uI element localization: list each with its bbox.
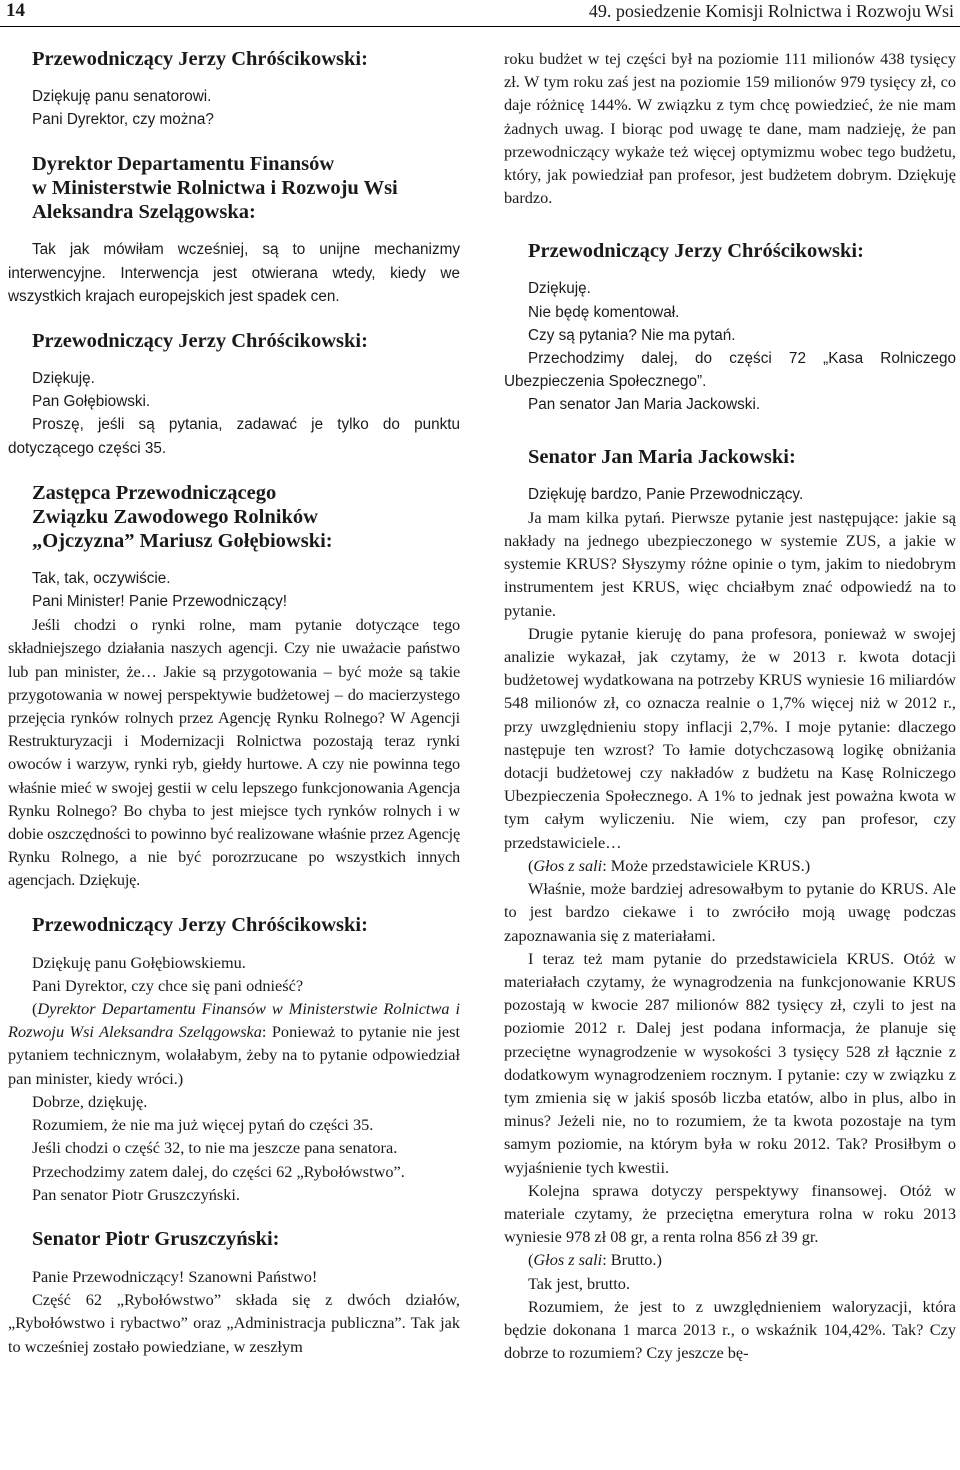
speaker-heading: Przewodniczący Jerzy Chróścikowski: — [32, 330, 368, 353]
paragraph-text: : Brutto.) — [602, 1250, 662, 1270]
speaker-heading: Przewodniczący Jerzy Chróścikowski: — [528, 240, 864, 263]
paren-open: ( — [32, 999, 38, 1019]
paragraph — [8, 997, 460, 1090]
paren-open: ( — [528, 1250, 534, 1270]
speaker-heading — [8, 481, 460, 553]
speaker-heading: Senator Piotr Gruszczyński: — [32, 1227, 280, 1250]
paragraph: Kolejna sprawa dotyczy perspektywy finansowej. Otóż w materiale czytamy, że przeciętna emerytura rolna w roku 2013 wyniesie 978 zł 08 gr, a renta rolna 856 zł 39 gr. — [504, 1180, 956, 1247]
paragraph: Dziękuję panu Gołębiowskiemu. — [32, 952, 246, 972]
paragraph: Nie będę komentował. — [528, 303, 680, 321]
paragraph: I teraz też mam pytanie do przedstawiciela KRUS. Otóż w materiałach czytamy, że wynagrodzenia na funkcjonowanie KRUS pozostają w kwocie 287 milionów 882 tysięcy zł, czyli to jest na poziomie 2012 r. Dalej jest podana informacja, że planuje się przeciętne wynagrodzenie w wysokości 3 tysięcy 528 zł łącznie z dodatkowym wynagrodzeniem rocznym. I pytanie: czy w związku z tym zmienia się w jakiś sposób liczba etatów, albo in plus, albo in minus? Jeżeli nie, no to rozumiem, że ta kwota pozostaje na tym samym poziomie, na którym była w roku 2012. Tak? Prosiłbym o wyjaśnienie tych kwestii. — [504, 948, 956, 1177]
speaker-heading: Przewodniczący Jerzy Chróścikowski: — [32, 913, 368, 936]
page-number: 14 — [6, 0, 25, 21]
paragraph: Proszę, jeśli są pytania, zadawać je tylko do punktu dotyczącego części 35. — [8, 416, 460, 457]
paragraph: Dobrze, dziękuję. — [32, 1091, 148, 1111]
paragraph: Tak jak mówiłam wcześniej, są to unijne mechanizmy interwencyjne. Interwencja jest otwierana wtedy, kiedy we wszystkich krajach europejskich jest spadek cen. — [8, 241, 460, 305]
right-column — [504, 47, 956, 1364]
paragraph: Przechodzimy zatem dalej, do części 62 „Rybołówstwo”. — [32, 1161, 405, 1181]
paragraph — [504, 1248, 956, 1271]
speaker-heading-line: Zastępca Przewodniczącego — [32, 481, 277, 504]
italic-speaker-ref: Dyrektor Departamentu Finansów w Ministerstwie Rolnictwa i Rozwoju Wsi Aleksandra Szelągowska — [8, 999, 460, 1042]
speaker-heading-line: Dyrektor Departamentu Finansów — [32, 153, 335, 176]
speaker-heading-line: Aleksandra Szelągowska: — [32, 201, 256, 224]
paragraph: Przechodzimy dalej, do części 72 „Kasa Rolniczego Ubezpieczenia Społecznego”. — [504, 350, 956, 391]
paragraph: Czy są pytania? Nie ma pytań. — [528, 326, 736, 344]
paragraph-text: : Ponieważ to pytanie nie jest pytaniem technicznym, wolałabym, żeby na to pytanie odpowiedział pan minister, kiedy wróci.) — [8, 1022, 460, 1088]
italic-voice-from-room: Głos z sali — [533, 1250, 603, 1270]
paragraph — [504, 854, 956, 877]
paragraph: Jeśli chodzi o część 32, to nie ma jeszcze pana senatora. — [32, 1138, 398, 1158]
left-column — [8, 47, 460, 1358]
italic-voice-from-room: Głos z sali — [533, 855, 603, 875]
paragraph: Dziękuję panu senatorowi. — [32, 88, 212, 105]
paragraph: roku budżet w tej części był na poziomie 111 milionów 438 tysięcy zł. W tym roku zaś jest na poziomie 159 milionów 979 tysięcy zł, co daje różnicę 144%. W związku z tym chcę powiedzieć, że nie mam żadnych uwag. I biorąc pod uwagę te dane, mam nadzieję, że pan przewodniczący wykaże też więcej optymizmu wobec tego budżetu, który, jak powiedział pan profesor, jest budżetem dobrym. Dziękuję bardzo. — [504, 49, 956, 208]
paragraph: Pan senator Piotr Gruszczyński. — [32, 1184, 240, 1204]
speaker-heading-line: Związku Zawodowego Rolników — [32, 505, 318, 528]
paragraph: Pan senator Jan Maria Jackowski. — [528, 396, 761, 414]
paragraph: Ja mam kilka pytań. Pierwsze pytanie jest następujące: jakie są nakłady na jednego ubezpieczonego w systemie ZUS, a jakie w systemie KRUS? Słyszymy różne opinie o tym, jakim to niedobrym instrumentem jest KRUS, więc chciałbym znać odpowiedź na to pytanie. — [504, 507, 956, 620]
paragraph: Panie Przewodniczący! Szanowni Państwo! — [32, 1266, 318, 1286]
speaker-heading: Senator Jan Maria Jackowski: — [528, 445, 796, 468]
page-header — [0, 0, 960, 27]
paragraph: Rozumiem, że jest to z uwzględnieniem waloryzacji, która będzie dokonana 1 marca 2013 r., o wskaźnik 104,42%. Tak? Czy dobrze to rozumiem? Czy jeszcze bę- — [504, 1296, 956, 1363]
paragraph: Dziękuję. — [528, 280, 591, 298]
paragraph: Dziękuję. — [32, 370, 95, 388]
paragraph: Rozumiem, że nie ma już więcej pytań do części 35. — [32, 1115, 374, 1135]
paragraph: Jeśli chodzi o rynki rolne, mam pytanie dotyczące tego składniejszego działania naszych agencji. Czy nie uważacie państwo lub pan minister, że… Jakie są przygotowania – być może są takie przygotowania w nowej perspektywie budżetowej – do macierzystego przejęcia rynków rolnych przez Agencję Rynku Rolnego? W Agencji Restrukturyzacji i Modernizacji Rolnictwa pozostają teraz rynki owoców i warzyw, rynki ryb, giełdy hurtowe. A czy nie powinna tego właśnie mieć w swojej gestii w celu lepszego funkcjonowania Agencja Rynku Rolnego? Bo chyba to jest miejsce tych rynków rolnych i w dobie oszczędności to powinno być realizowane właśnie przez Agencję Rynku Rolnego, a nie być porozrzucane po wszystkich innych agencjach. Dziękuję. — [8, 615, 460, 890]
paragraph-text: : Może przedstawiciele KRUS.) — [602, 855, 811, 875]
running-title: 49. posiedzenie Komisji Rolnictwa i Rozwoju Wsi — [588, 1, 954, 21]
paren-open: ( — [528, 855, 534, 875]
paragraph: Właśnie, może bardziej adresowałbym to pytanie do KRUS. Ale to jest bardzo ciekawe i to zwróciło moją uwagę podczas zapoznawania się z materiałami. — [504, 879, 956, 945]
speaker-heading-line: w Ministerstwie Rolnictwa i Rozwoju Wsi — [32, 177, 398, 200]
speaker-heading: Przewodniczący Jerzy Chróścikowski: — [32, 48, 368, 70]
paragraph: Pani Minister! Panie Przewodniczący! — [32, 593, 288, 611]
paragraph: Pan Gołębiowski. — [32, 393, 151, 411]
paragraph: Część 62 „Rybołówstwo” składa się z dwóch działów, „Rybołówstwo i rybactwo” oraz „Administracja publiczna”. Tak jak to wcześniej zostało powiedziane, w zeszłym — [8, 1290, 460, 1356]
paragraph: Tak jest, brutto. — [528, 1273, 630, 1293]
paragraph: Pani Dyrektor, czy chce się pani odnieść? — [32, 975, 304, 995]
paragraph: Pani Dyrektor, czy można? — [32, 111, 214, 129]
paragraph: Tak, tak, oczywiście. — [32, 569, 171, 587]
speaker-heading-line: „Ojczyzna” Mariusz Gołębiowski: — [32, 529, 333, 552]
paragraph: Drugie pytanie kieruję do pana profesora, ponieważ w swojej analizie wykazał, jak czytamy, że w 2013 r. kwota dotacji budżetowej wydatkowana na potrzeby KRUS wyniesie 16 miliardów 548 milionów zł, co oznacza realnie o 1,7% więcej niż w 2012 r., przy uwzględnieniu stopy inflacji 2,7%. I moje pytanie: dlaczego następuje ten wzrost? To łamie dotychczasową logikę obniżania dotacji budżetowej czy nakładów z budżetu na Kasę Rolniczego Ubezpieczenia Społecznego. A 1% to jednak jest poważna kwota w tym całym wyliczeniu. Nie wiem, czy pan profesor, czy przedstawiciele… — [504, 623, 956, 852]
speaker-heading — [8, 152, 460, 224]
paragraph: Dziękuję bardzo, Panie Przewodniczący. — [528, 485, 804, 503]
